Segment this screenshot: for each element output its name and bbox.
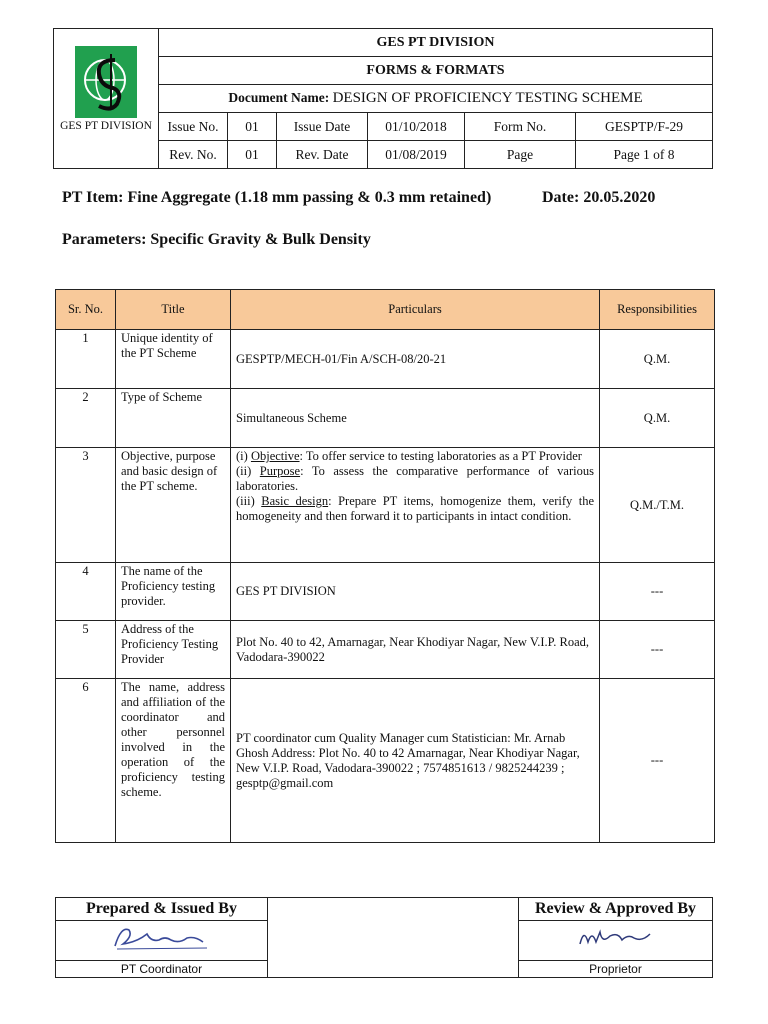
row-sr: 2 <box>56 389 116 448</box>
col-header-sr: Sr. No. <box>56 290 116 330</box>
row-particulars: GES PT DIVISION <box>231 563 600 621</box>
review-role: Proprietor <box>519 961 713 978</box>
basic-design-prefix: (iii) <box>236 494 262 508</box>
table-row <box>56 679 715 843</box>
row-title: Objective, purpose and basic design of the PT scheme. <box>116 448 231 563</box>
table-row <box>56 330 715 389</box>
division-title: GES PT DIVISION <box>159 29 713 57</box>
row-responsibility: Q.M./T.M. <box>600 448 715 563</box>
table-row <box>56 389 715 448</box>
objective-text: : To offer service to testing laboratories as a PT Provider <box>299 449 582 463</box>
prepared-signature-mark <box>107 922 217 954</box>
row-particulars: PT coordinator cum Quality Manager cum Statistician: Mr. Arnab Ghosh Address: Plot No. 40 to 42 Amarnagar, Near Khodiyar Nagar, New V.I.P. Road, Vadodara-390022 ; 7574851613 / 9825244239 ; gesptp@gmail.com <box>231 679 600 843</box>
row-title: Address of the Proficiency Testing Provider <box>116 621 231 679</box>
basic-design-term: Basic design <box>261 494 329 508</box>
col-header-particulars: Particulars <box>231 290 600 330</box>
document-name-row <box>159 85 713 113</box>
review-signature <box>519 921 713 961</box>
row-sr: 6 <box>56 679 116 843</box>
issue-date-label: Issue Date <box>277 113 368 141</box>
row-title: The name, address and affiliation of the coordinator and other personnel involved in the operation of the proficiency testing scheme. <box>116 679 231 843</box>
table-row <box>56 448 715 563</box>
rev-no-label: Rev. No. <box>159 141 228 169</box>
parameters-heading: Parameters: Specific Gravity & Bulk Density <box>62 231 371 248</box>
form-no-value: GESPTP/F-29 <box>576 113 713 141</box>
pt-date: Date: 20.05.2020 <box>542 189 656 206</box>
row-responsibility: --- <box>600 679 715 843</box>
signature-block <box>55 897 713 978</box>
row-title: The name of the Proficiency testing provider. <box>116 563 231 621</box>
purpose-text: : To assess the comparative performance of various laboratories. <box>236 464 594 493</box>
rev-date-value: 01/08/2019 <box>368 141 465 169</box>
row-title: Unique identity of the PT Scheme <box>116 330 231 389</box>
issue-no-label: Issue No. <box>159 113 228 141</box>
objective-term: Objective <box>250 449 300 463</box>
issue-no-value: 01 <box>228 113 277 141</box>
purpose-line <box>236 464 594 494</box>
form-no-label: Form No. <box>465 113 576 141</box>
basic-design-text: : Prepare PT items, homogenize them, verify the homogeneity and then forward it to participants in intact condition. <box>236 494 594 523</box>
table-row <box>56 563 715 621</box>
prepared-signature <box>56 921 268 961</box>
rev-no-value: 01 <box>228 141 277 169</box>
document-name-label: Document Name: <box>228 90 330 105</box>
purpose-prefix: (ii) <box>236 464 260 478</box>
row-particulars: Plot No. 40 to 42, Amarnagar, Near Khodiyar Nagar, New V.I.P. Road, Vadodara-390022 <box>231 621 600 679</box>
row-responsibility: --- <box>600 563 715 621</box>
row-responsibility: Q.M. <box>600 330 715 389</box>
page-value: Page 1 of 8 <box>576 141 713 169</box>
page-label: Page <box>465 141 576 169</box>
col-header-responsibilities: Responsibilities <box>600 290 715 330</box>
review-signature-mark <box>566 922 666 954</box>
signature-gap <box>268 921 519 961</box>
document-header <box>53 28 713 169</box>
purpose-term: Purpose <box>259 464 301 478</box>
objective-line <box>236 449 594 464</box>
row-responsibility: Q.M. <box>600 389 715 448</box>
basic-design-line <box>236 494 594 524</box>
row-particulars: Simultaneous Scheme <box>231 389 600 448</box>
row-sr: 4 <box>56 563 116 621</box>
objective-prefix: (i) <box>236 449 251 463</box>
row-sr: 1 <box>56 330 116 389</box>
signature-gap <box>268 961 519 978</box>
row-title: Type of Scheme <box>116 389 231 448</box>
logo-caption: GES PT DIVISION <box>60 120 152 132</box>
row-sr: 3 <box>56 448 116 563</box>
rev-date-label: Rev. Date <box>277 141 368 169</box>
issue-date-value: 01/10/2018 <box>368 113 465 141</box>
scheme-table <box>55 289 715 843</box>
prepared-heading: Prepared & Issued By <box>56 898 268 921</box>
row-particulars: GESPTP/MECH-01/Fin A/SCH-08/20-21 <box>231 330 600 389</box>
row-responsibility: --- <box>600 621 715 679</box>
forms-title: FORMS & FORMATS <box>159 57 713 85</box>
pt-item-heading: PT Item: Fine Aggregate (1.18 mm passing & 0.3 mm retained) <box>62 189 492 206</box>
row-sr: 5 <box>56 621 116 679</box>
prepared-role: PT Coordinator <box>56 961 268 978</box>
col-header-title: Title <box>116 290 231 330</box>
review-heading: Review & Approved By <box>519 898 713 921</box>
signature-gap <box>268 898 519 921</box>
logo-cell <box>54 29 159 169</box>
table-row <box>56 621 715 679</box>
row-particulars <box>231 448 600 563</box>
ges-logo-icon <box>75 46 137 118</box>
document-name-value: DESIGN OF PROFICIENCY TESTING SCHEME <box>332 90 643 106</box>
